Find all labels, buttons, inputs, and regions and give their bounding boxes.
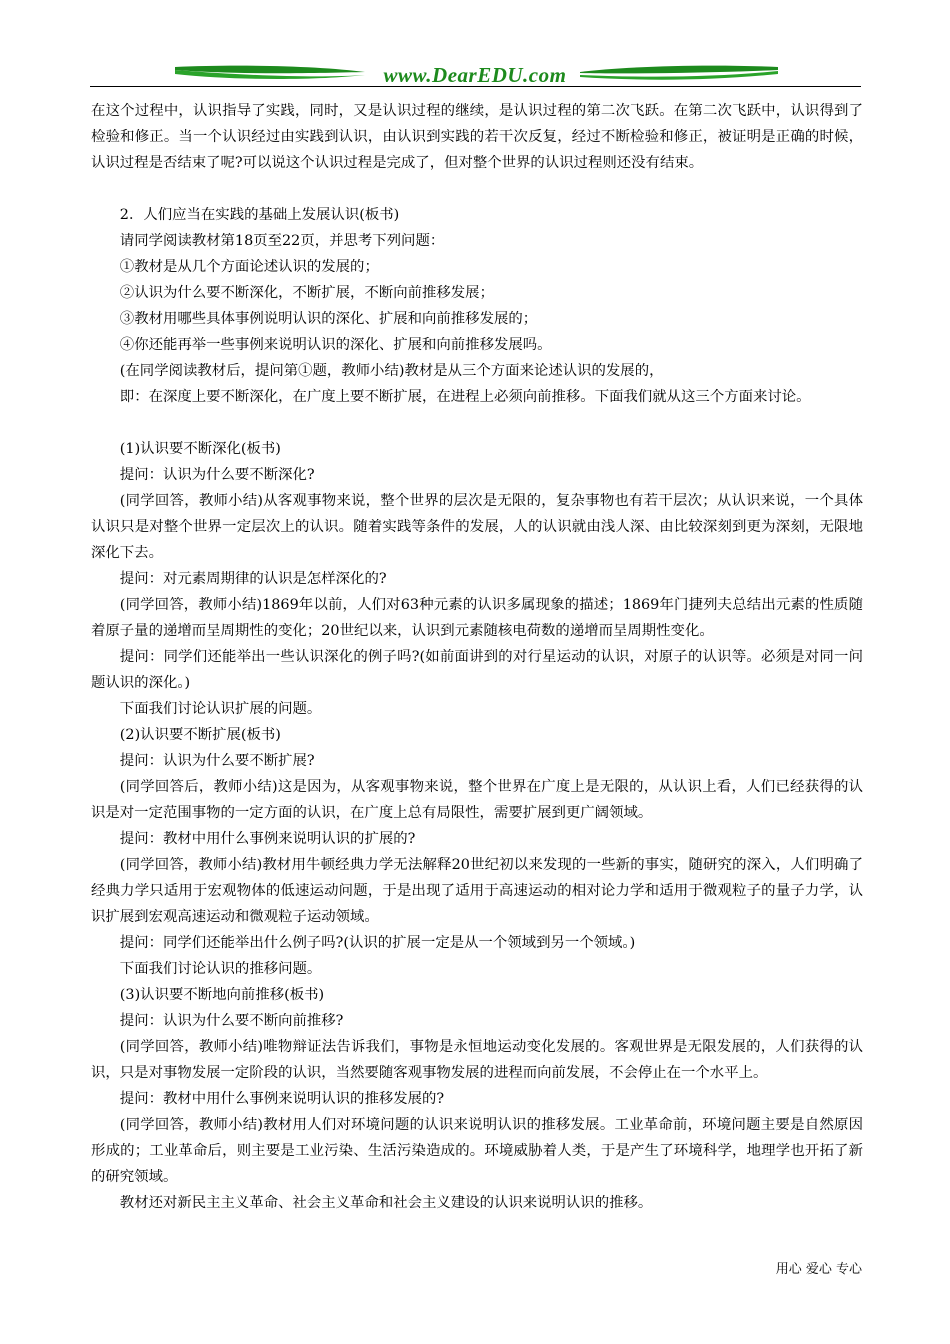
paragraph: (同学回答，教师小结)教材用人们对环境问题的认识来说明认识的推移发展。工业革命前，环境问题主要是自然原因形成的；工业革命后，则主要是工业污染、生活污染造成的。环境威胁着人类，于是产生了环境科学，地理学也开拓了新的研究领域。 (91, 1117, 863, 1185)
subsection-heading: (3)认识要不断地向前推移(板书) (119, 987, 325, 1003)
subsection-heading: (1)认识要不断深化(板书) (119, 441, 281, 457)
site-logo[interactable]: www.DearEDU.com (383, 63, 567, 87)
paragraph: 即：在深度上要不断深化，在广度上要不断扩展，在进程上必须向前推移。下面我们就从这三个方面来讨论。 (119, 389, 811, 405)
paragraph: (同学回答，教师小结)教材用牛顿经典力学无法解释20世纪初以来发现的一些新的事实，随研究的深入，人们明确了经典力学只适用于宏观物体的低速运动问题，于是出现了适用于高速运动的相对论力学和适用于微观粒子的量子力学，认识扩展到宏观高速运动和微观粒子运动领域。 (91, 857, 863, 925)
paragraph: 提问：同学们还能举出一些认识深化的例子吗?(如前面讲到的对行星运动的认识，对原子的认识等。必须是对同一问题认识的深化。) (91, 649, 863, 691)
paragraph: 在这个过程中，认识指导了实践，同时，又是认识过程的继续，是认识过程的第二次飞跃。在第二次飞跃中，认识得到了检验和修正。当一个认识经过由实践到认识，由认识到实践的若干次反复，经过不断检验和修正，被证明是正确的时候，认识过程是否结束了呢?可以说这个认识过程是完成了，但对整个世界的认识过程则还没有结束。 (91, 103, 863, 171)
paragraph: (同学回答，教师小结)从客观事物来说，整个世界的层次是无限的，复杂事物也有若干层次；从认识来说，一个具体认识只是对整个世界一定层次上的认识。随着实践等条件的发展，人的认识就由浅人深、由比较深刻到更为深刻，无限地深化下去。 (91, 493, 863, 561)
paragraph: (在同学阅读教材后，提问第①题，教师小结)教材是从三个方面来论述认识的发展的， (119, 363, 664, 379)
paragraph: 提问：对元素周期律的认识是怎样深化的? (119, 571, 387, 587)
paragraph: 提问：同学们还能举出什么例子吗?(认识的扩展一定是从一个领域到另一个领域。) (119, 935, 636, 951)
paragraph: 下面我们讨论认识扩展的问题。 (119, 701, 322, 717)
subsection-heading: (2)认识要不断扩展(板书) (119, 727, 281, 743)
list-item: ②认识为什么要不断深化，不断扩展，不断向前推移发展； (119, 285, 494, 301)
section-heading: 2．人们应当在实践的基础上发展认识(板书) (119, 207, 400, 223)
paragraph: 提问：认识为什么要不断扩展? (119, 753, 315, 769)
paragraph: (同学回答，教师小结)唯物辩证法告诉我们，事物是永恒地运动变化发展的。客观世界是无限发展的，人们获得的认识，只是对事物发展一定阶段的认识，当然要随客观事物发展的进程而向前发展，不会停止在一个水平上。 (91, 1039, 863, 1081)
paragraph: 提问：认识为什么要不断深化? (119, 467, 315, 483)
paragraph: 提问：教材中用什么事例来说明认识的推移发展的? (119, 1091, 445, 1107)
page-footer: 用心 爱心 专心 (775, 1262, 862, 1277)
list-item: ④你还能再举一些事例来说明认识的深化、扩展和向前推移发展吗。 (119, 337, 552, 353)
paragraph: 提问：教材中用什么事例来说明认识的扩展的? (119, 831, 416, 847)
paragraph: 请同学阅读教材第18页至22页，并思考下列问题： (119, 233, 445, 249)
spacer (91, 176, 863, 202)
header-rule (90, 86, 861, 87)
list-item: ③教材用哪些具体事例说明认识的深化、扩展和向前推移发展的； (119, 311, 538, 327)
paragraph: 下面我们讨论认识的推移问题。 (119, 961, 322, 977)
paragraph: (同学回答后，教师小结)这是因为，从客观事物来说，整个世界在广度上是无限的，从认识上看，人们已经获得的认识是对一定范围事物的一定方面的认识，在广度上总有局限性，需要扩展到更广阔领域。 (91, 779, 863, 821)
paragraph: 教材还对新民主主义革命、社会主义革命和社会主义建设的认识来说明认识的推移。 (119, 1195, 653, 1211)
list-item: ①教材是从几个方面论述认识的发展的； (119, 259, 379, 275)
paragraph: (同学回答，教师小结)1869年以前，人们对63种元素的认识多属现象的描述；1869年门捷列夫总结出元素的性质随着原子量的递增而呈周期性的变化；20世纪以来，认识到元素随核电荷数的递增而呈周期性变化。 (91, 597, 863, 639)
spacer (91, 410, 863, 436)
document-body (91, 98, 863, 1216)
paragraph: 提问：认识为什么要不断向前推移? (119, 1013, 344, 1029)
